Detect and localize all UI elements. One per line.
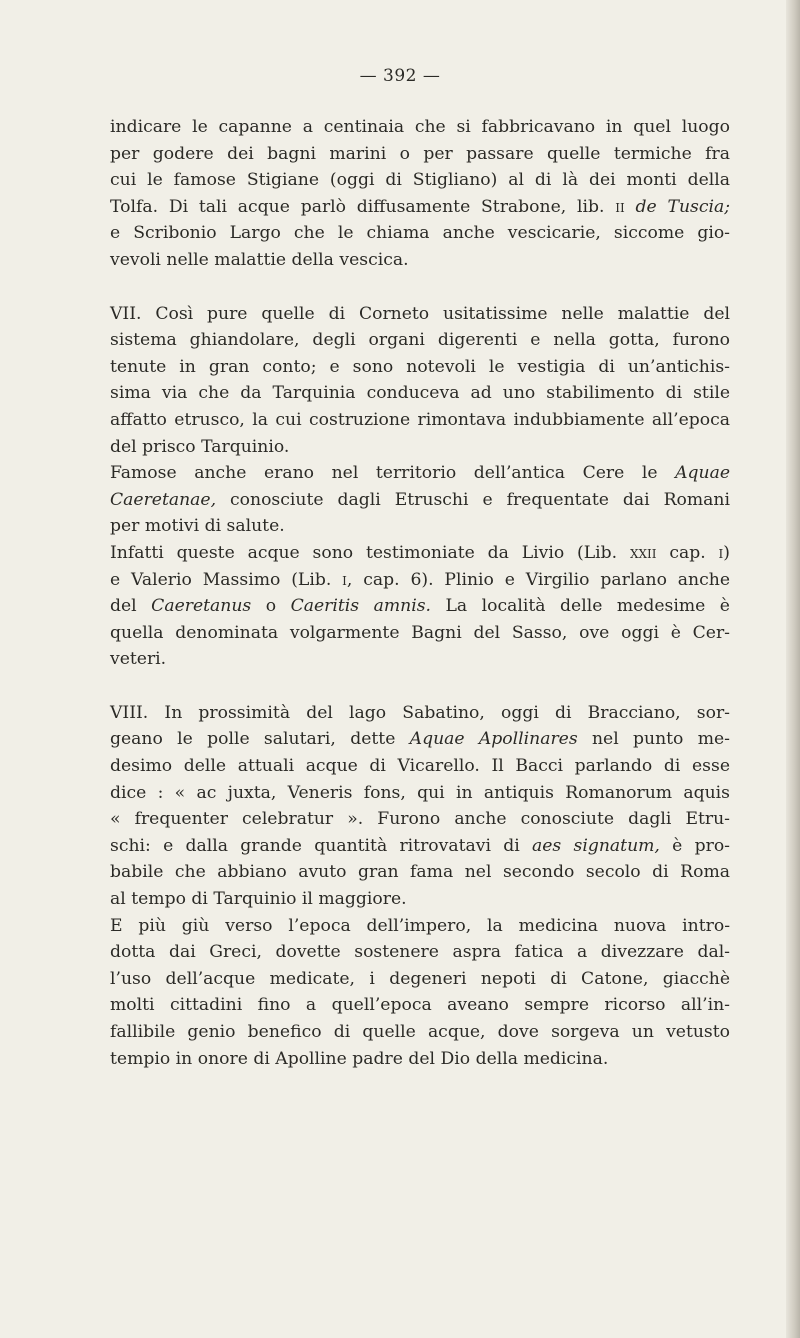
roman-numeral: i [342,569,347,590]
roman-numeral: ii [615,196,625,217]
roman-numeral: xxii [629,542,657,563]
page-edge-shadow [786,0,800,1338]
text-line: del prisco Tarquinio. [110,436,290,457]
text-line: per motivi di salute. [110,516,285,537]
text-line: tempio in onore di Apolline padre del Dio della medicina. [110,1048,609,1069]
text-line: Famose anche erano nel territorio dell’antica Cere le Aquae [110,463,730,484]
italic-term: Aquae [675,463,730,484]
text-line: per godere dei bagni marini o per passare quelle termiche fra [110,143,730,164]
text-line: al tempo di Tarquinio il maggiore. [110,889,407,910]
text-line: quella denominata volgarmente Bagni del Sasso, ove oggi è Cer- [110,622,730,643]
text-line: indicare le capanne a centinaia che si fabbricavano in quel luogo [110,117,730,137]
text-line: dotta dai Greci, dovette sostenere aspra fatica a divezzare dal- [110,942,730,963]
text-line: sistema ghiandolare, degli organi digerenti e nella gotta, furono [110,330,730,351]
text-line: « frequenter celebratur ». Furono anche conosciute dagli Etru- [110,809,730,830]
paragraph-gap [110,274,730,301]
text-line: tenute in gran conto; e sono notevoli le vestigia di un’antichis- [110,356,730,377]
text-line: dice : « ac juxta, Veneris fons, qui in antiquis Romanorum aquis [110,782,730,803]
paragraph-gap [110,673,730,700]
text-line: cui le famose Stigiane (oggi di Stigliano) al di là dei monti della [110,170,730,191]
text-line: vevoli nelle malattie della vescica. [110,249,409,270]
text-line: schi: e dalla grande quantità ritrovatavi di aes signatum, è pro- [110,835,730,856]
italic-term: de Tuscia; [635,196,730,217]
text-line: affatto etrusco, la cui costruzione rimontava indubbiamente all’epoca [110,409,730,430]
text-line: molti cittadini fino a quell’epoca aveano sempre ricorso all’in- [110,995,730,1016]
text-line: Caeretanae, conosciute dagli Etruschi e frequentate dai Romani [110,489,730,510]
text-line: l’uso dell’acque medicate, i degeneri nepoti di Catone, giacchè [110,968,730,989]
text-line: fallibile genio benefico di quelle acque, dove sorgeva un vetusto [110,1022,730,1042]
page-number: — 392 — [359,66,441,86]
text-line: Infatti queste acque sono testimoniate da Livio (Lib. xxii cap. i) [110,542,731,563]
text-line: E più giù verso l’epoca dell’impero, la medicina nuova intro- [110,915,730,936]
italic-term: Caeretanus [151,596,252,617]
italic-term: aes signatum, [532,835,660,856]
text-line: e Scribonio Largo che le chiama anche vescicarie, siccome gio- [110,223,730,244]
italic-term: Caeretanae, [110,489,217,510]
text-line: geano le polle salutari, dette Aquae Apollinares nel punto me- [110,729,730,750]
roman-numeral: i [718,542,724,563]
text-line: sima via che da Tarquinia conduceva ad uno stabilimento di stile [110,383,730,404]
text-line: veteri. [110,649,167,670]
italic-term: Caeritis amnis. [290,596,432,617]
text-line: e Valerio Massimo (Lib. i, cap. 6). Plinio e Virgilio parlano anche [110,569,730,590]
text-line: babile che abbiano avuto gran fama nel secondo secolo di Roma [110,862,730,883]
body-text [110,114,730,1072]
text-line: desimo delle attuali acque di Vicarello. Il Bacci parlando di esse [110,756,730,777]
text-line: VIII. In prossimità del lago Sabatino, oggi di Bracciano, sor- [110,702,730,723]
text-line: Tolfa. Di tali acque parlò diffusamente Strabone, lib. ii de Tuscia; [110,196,730,217]
text-line: VII. Così pure quelle di Corneto usitatissime nelle malattie del [110,303,730,324]
text-line: del Caeretanus o Caeritis amnis. La località delle medesime è [110,596,730,617]
italic-term: Aquae Apollinares [409,729,578,750]
